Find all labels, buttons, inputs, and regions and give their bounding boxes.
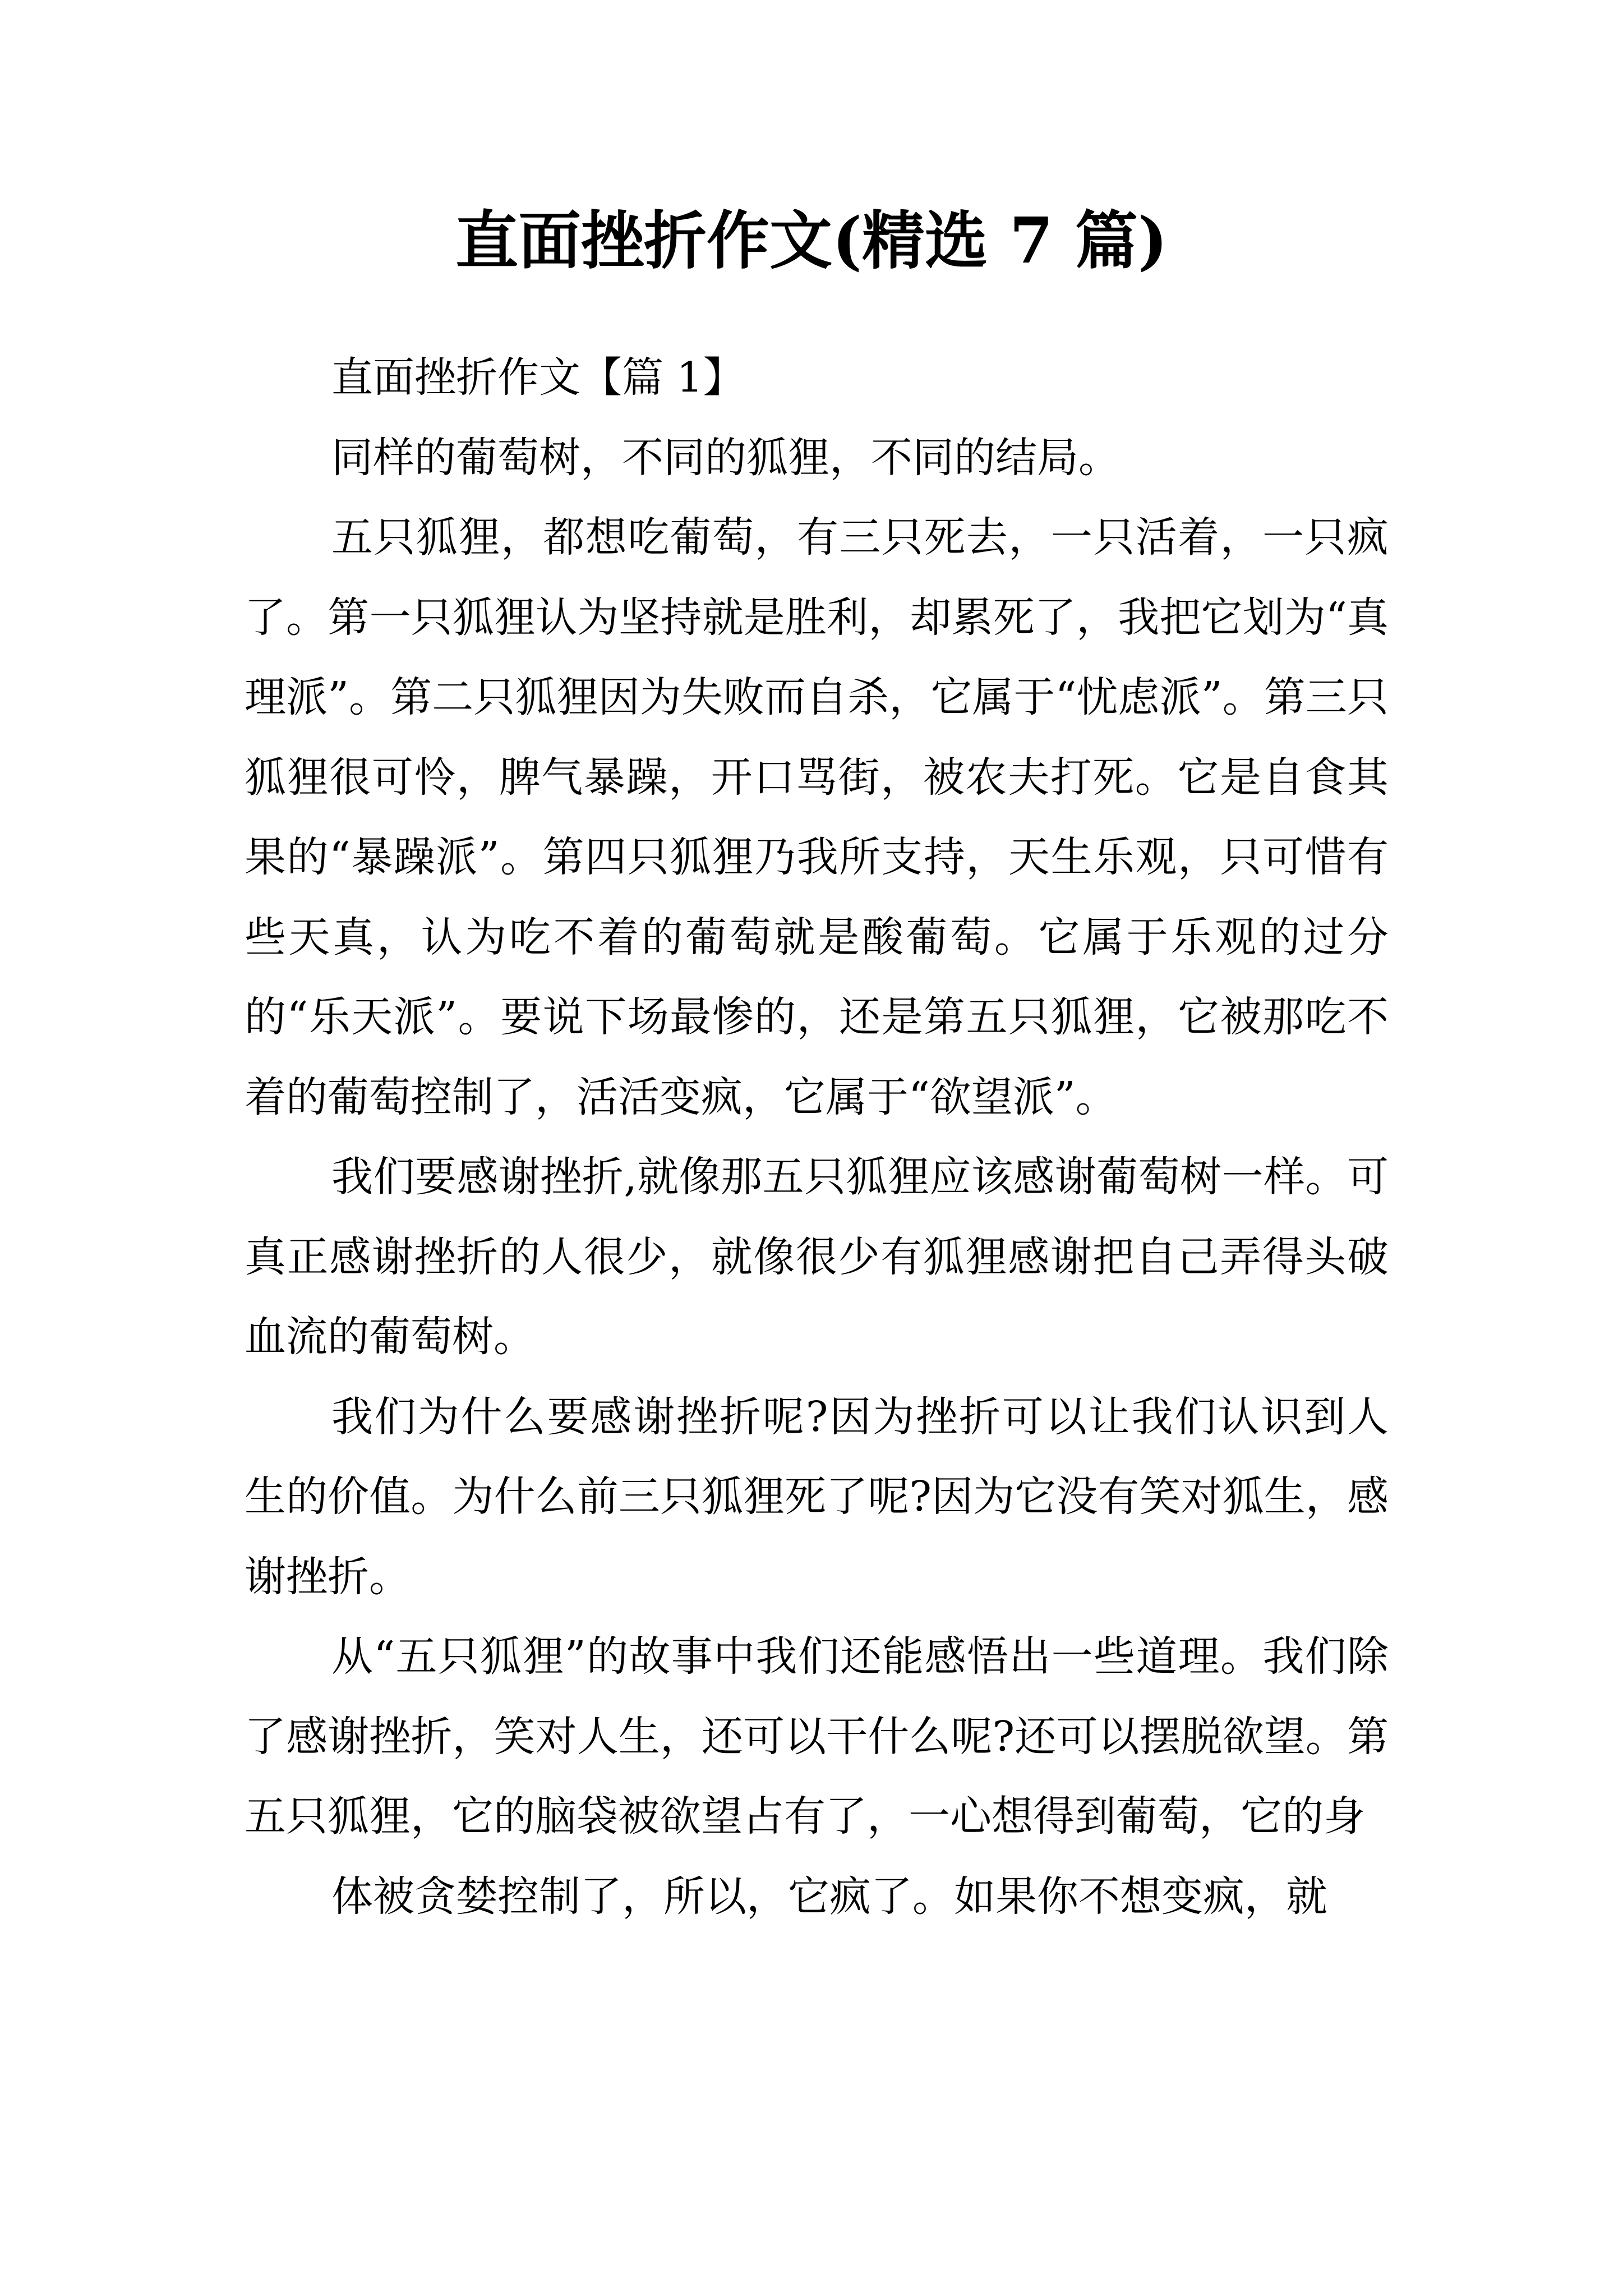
paragraph: 体被贪婪控制了，所以，它疯了。如果你不想变疯，就 [331,1872,1327,1921]
document-body [245,338,1389,1936]
paragraph: 从“五只狐狸”的故事中我们还能感悟出一些道理。我们除了感谢挫折，笑对人生，还可以干什么呢?还可以摆脱欲望。第五只狐狸，它的脑袋被欲望占有了，一心想得到葡萄，它的身 [245,1632,1389,1841]
paragraph-section-heading: 直面挫折作文【篇 1】 [331,353,745,402]
paragraph: 我们为什么要感谢挫折呢?因为挫折可以让我们认识到人生的价值。为什么前三只狐狸死了呢?因为它没有笑对狐生，感谢挫折。 [245,1392,1389,1601]
paragraph: 同样的葡萄树，不同的狐狸，不同的结局。 [331,433,1120,482]
paragraph: 五只狐狸，都想吃葡萄，有三只死去，一只活着，一只疯了。第一只狐狸认为坚持就是胜利，却累死了，我把它划为“真理派”。第二只狐狸因为失败而自杀，它属于“忧虑派”。第三只狐狸很可怜，脾气暴躁，开口骂街，被农夫打死。它是自食其果的“暴躁派”。第四只狐狸乃我所支持，天生乐观，只可惜有些天真，认为吃不着的葡萄就是酸葡萄。它属于乐观的过分的“乐天派”。要说下场最惨的，还是第五只狐狸，它被那吃不着的葡萄控制了，活活变疯，它属于“欲望派”。 [245,513,1389,1121]
paragraph: 我们要感谢挫折,就像那五只狐狸应该感谢葡萄树一样。可真正感谢挫折的人很少，就像很少有狐狸感谢把自己弄得头破血流的葡萄树。 [245,1153,1389,1361]
document-title: 直面挫折作文(精选 7 篇) [455,204,1168,278]
